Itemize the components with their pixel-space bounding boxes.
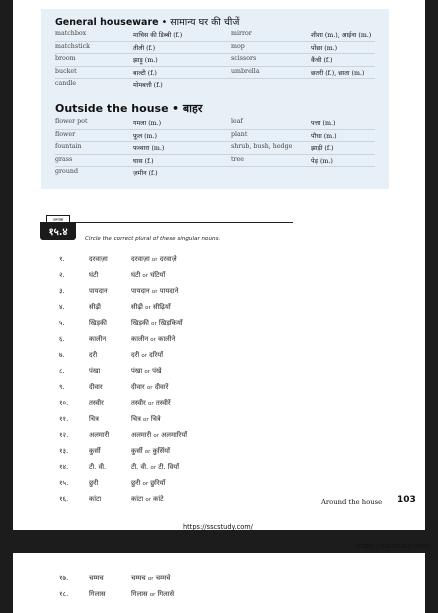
- vocab-english: flower: [55, 130, 76, 138]
- exercise-item: [13, 444, 425, 460]
- vocab-english: umbrella: [231, 67, 260, 75]
- item-singular-word: दरी: [89, 351, 98, 359]
- choice-b[interactable]: छुरियाँ: [150, 479, 166, 487]
- choice-a[interactable]: कांटा: [131, 495, 144, 503]
- item-number: ५.: [59, 319, 65, 327]
- choice-a[interactable]: दरवाज़ा: [131, 255, 150, 263]
- or-word: or: [144, 369, 150, 375]
- vocab-english: broom: [55, 55, 76, 62]
- item-singular-word: चित्र: [89, 415, 99, 423]
- vocab-row: [41, 66, 389, 79]
- item-choices: [131, 366, 162, 375]
- item-singular-word: कुर्सी: [89, 447, 101, 455]
- item-number: १३.: [59, 447, 69, 455]
- choice-a[interactable]: पायदान: [131, 287, 150, 295]
- vocab-row: [41, 28, 389, 41]
- vocab-row: [41, 129, 389, 142]
- exercise-item: [13, 476, 425, 492]
- or-word: or: [153, 433, 159, 439]
- vocab-table-general: [41, 28, 389, 91]
- choice-a[interactable]: तस्वीर: [131, 399, 146, 407]
- choice-a[interactable]: अलमारी: [131, 431, 152, 439]
- vocab-english: matchstick: [55, 42, 90, 50]
- vocab-hindi: फूल (m.): [133, 132, 158, 140]
- choice-a[interactable]: खिड़की: [131, 319, 149, 327]
- watermark-url-right: https://sscstudy.com/: [355, 542, 430, 550]
- vocab-english: shrub, bush, hedge: [231, 143, 293, 150]
- or-word: or: [151, 321, 157, 327]
- item-singular-word: पायदान: [89, 287, 108, 295]
- page-number: 103: [397, 495, 416, 505]
- item-choices: [131, 350, 163, 359]
- item-number: ३.: [59, 287, 65, 295]
- exercise-number: १५.४: [40, 222, 76, 240]
- vocab-hindi: पत्ता (m.): [311, 120, 336, 127]
- exercise-item: [13, 252, 425, 268]
- item-number: ११.: [59, 415, 69, 423]
- next-book-page: [13, 553, 425, 613]
- exercise-item: [13, 396, 425, 412]
- or-word: or: [149, 592, 156, 598]
- or-word: or: [145, 497, 151, 503]
- footer-chapter-title: Around the house: [321, 498, 383, 506]
- exercise-tab-label: अभ्यास: [46, 215, 70, 223]
- item-singular-word: कालीन: [89, 335, 107, 343]
- item-singular-word: कांटा: [89, 495, 102, 503]
- or-word: or: [147, 576, 154, 582]
- item-singular-word: दरवाज़ा: [89, 255, 108, 263]
- item-singular-word: पंखा: [89, 367, 101, 375]
- item-choices: [131, 573, 170, 582]
- item-choices: [131, 318, 183, 327]
- vocab-hindi: पेड़ (m.): [311, 157, 333, 165]
- vocab-english: plant: [231, 130, 248, 138]
- item-singular-word: तस्वीर: [89, 399, 104, 407]
- choice-b[interactable]: दीवारें: [154, 383, 169, 391]
- choice-a[interactable]: पंखा: [131, 367, 143, 375]
- choice-b[interactable]: चित्रे: [150, 415, 161, 423]
- item-singular-word: चम्मच: [89, 574, 104, 582]
- item-choices: [131, 270, 165, 279]
- item-singular-word: दीवार: [89, 383, 103, 391]
- or-word: or: [141, 353, 147, 359]
- item-singular-word: घंटी: [89, 271, 99, 279]
- exercise-rule: [41, 222, 293, 223]
- section-heading-general-houseware: General houseware • सामान्य घर की चीजें: [55, 17, 240, 28]
- vocab-row: [41, 154, 389, 167]
- choice-b[interactable]: चम्मचे: [155, 574, 171, 582]
- vocab-hindi: तीली (f.): [133, 44, 156, 52]
- vocab-hindi: झाड़ू (m.): [133, 57, 158, 64]
- vocab-row: [41, 141, 389, 154]
- vocabulary-box: [41, 9, 389, 189]
- choice-a[interactable]: चम्मच: [131, 574, 146, 582]
- item-singular-word: सीढ़ी: [89, 303, 101, 311]
- exercise-item: [13, 284, 425, 300]
- item-number: १.: [59, 255, 65, 263]
- vocab-hindi: ज़मीन (f.): [133, 170, 158, 177]
- item-singular-word: गिलास: [89, 590, 106, 598]
- or-word: or: [143, 417, 149, 423]
- vocab-english: mirror: [231, 30, 252, 37]
- exercise-item: [13, 300, 425, 316]
- item-number: १०.: [59, 399, 69, 407]
- item-choices: [131, 334, 175, 343]
- or-word: or: [150, 337, 156, 343]
- or-word: or: [144, 449, 151, 455]
- vocab-english: mop: [231, 42, 245, 50]
- item-choices: [131, 286, 178, 295]
- vocab-hindi: बाल्टी (f.): [133, 69, 157, 77]
- choice-b[interactable]: तस्वीरें: [155, 399, 171, 407]
- or-word: or: [151, 289, 158, 295]
- choice-b[interactable]: कुर्सियाँ: [152, 447, 170, 455]
- choice-a[interactable]: कुर्सी: [131, 447, 143, 455]
- vocab-english: candle: [55, 80, 77, 87]
- vocab-english: tree: [231, 155, 244, 163]
- or-word: or: [142, 481, 149, 487]
- or-word: or: [148, 401, 154, 407]
- vocab-hindi: कैंची (f.): [311, 57, 333, 64]
- item-number: २.: [59, 271, 65, 279]
- item-number: ४.: [59, 303, 65, 311]
- vocab-hindi: फव्वारा (m.): [133, 145, 165, 152]
- choice-a[interactable]: घंटी: [131, 271, 141, 279]
- exercise-items-continued: [13, 571, 425, 603]
- exercise-item: [13, 316, 425, 332]
- choice-a[interactable]: दरी: [131, 351, 140, 359]
- item-choices: [131, 446, 170, 455]
- or-word: or: [145, 305, 151, 311]
- item-choices: [131, 494, 164, 503]
- choice-b[interactable]: दरवाज़े: [159, 255, 177, 263]
- vocab-english: flower pot: [55, 118, 88, 125]
- item-choices: [131, 254, 177, 263]
- vocab-english: scissors: [231, 55, 257, 62]
- exercise-item: [13, 268, 425, 284]
- choice-b[interactable]: कांटे: [153, 495, 164, 503]
- exercise-item: [13, 364, 425, 380]
- vocab-hindi: छतरी (f.), छाता (m.): [311, 69, 365, 77]
- exercise-items: [13, 252, 425, 508]
- item-choices: [131, 430, 187, 439]
- choice-b[interactable]: पंखे: [152, 367, 162, 375]
- vocab-hindi: शीशा (m.), आईना (m.): [311, 32, 372, 39]
- exercise-item: [13, 380, 425, 396]
- item-number: १८.: [59, 590, 69, 598]
- item-choices: [131, 478, 165, 487]
- vocab-hindi: पोंछा (m.): [311, 44, 338, 52]
- watermark-url: https://sscstudy.com/: [183, 523, 253, 531]
- exercise-item: [13, 571, 425, 587]
- vocab-english: ground: [55, 168, 78, 175]
- item-number: १२.: [59, 431, 69, 439]
- vocab-table-outside: [41, 116, 389, 179]
- item-choices: [131, 382, 168, 391]
- item-choices: [131, 414, 161, 423]
- choice-b[interactable]: टी. वियाँ: [158, 463, 179, 471]
- choice-b[interactable]: गिलासे: [157, 590, 175, 598]
- or-word: or: [151, 257, 158, 263]
- vocab-hindi: पौधा (m.): [311, 132, 337, 140]
- or-word: or: [142, 273, 149, 279]
- choice-a[interactable]: दीवार: [131, 383, 145, 391]
- exercise-item: [13, 332, 425, 348]
- choice-b[interactable]: घंटियाँ: [150, 271, 166, 279]
- item-number: ८.: [59, 367, 65, 375]
- exercise-item: [13, 587, 425, 603]
- choice-b[interactable]: कालीने: [158, 335, 176, 343]
- vocab-hindi: झाड़ी (f.): [311, 145, 334, 152]
- vocab-english: leaf: [231, 118, 243, 125]
- choice-a[interactable]: कालीन: [131, 335, 149, 343]
- vocab-hindi: माचिस की डिब्बी (f.): [133, 32, 183, 39]
- vocab-english: matchbox: [55, 30, 87, 37]
- item-choices: [131, 462, 179, 471]
- vocab-row: [41, 116, 389, 129]
- vocab-row: [41, 78, 389, 91]
- vocab-row: [41, 41, 389, 54]
- item-number: १५.: [59, 479, 69, 487]
- exercise-item: [13, 348, 425, 364]
- item-singular-word: छुरी: [89, 479, 99, 487]
- item-singular-word: टी. वी.: [89, 463, 107, 471]
- vocab-english: grass: [55, 155, 73, 163]
- exercise-item: [13, 428, 425, 444]
- vocab-english: bucket: [55, 67, 77, 75]
- exercise-item: [13, 412, 425, 428]
- vocab-row: [41, 166, 389, 179]
- item-choices: [131, 398, 171, 407]
- item-choices: [131, 302, 171, 311]
- choice-b[interactable]: दरियाँ: [149, 351, 163, 359]
- choice-b[interactable]: पायदाने: [159, 287, 179, 295]
- section-heading-outside: Outside the house • बाहर: [55, 102, 203, 115]
- item-singular-word: अलमारी: [89, 431, 110, 439]
- item-number: १७.: [59, 574, 69, 582]
- exercise-item: [13, 460, 425, 476]
- choice-a[interactable]: सीढ़ी: [131, 303, 143, 311]
- or-word: or: [150, 465, 157, 471]
- choice-a[interactable]: छुरी: [131, 479, 141, 487]
- vocab-hindi: घास (f.): [133, 157, 154, 165]
- choice-a[interactable]: चित्र: [131, 415, 141, 423]
- or-word: or: [146, 385, 153, 391]
- vocab-hindi: गमला (m.): [133, 120, 162, 127]
- choice-b[interactable]: सीढ़ियाँ: [152, 303, 171, 311]
- item-choices: [131, 589, 174, 598]
- book-page: [13, 0, 425, 530]
- choice-a[interactable]: टी. वी.: [131, 463, 149, 471]
- item-number: ९.: [59, 383, 65, 391]
- choice-b[interactable]: खिड़कियाँ: [158, 319, 183, 327]
- item-singular-word: खिड़की: [89, 319, 107, 327]
- exercise-instruction: Circle the correct plural of these singular nouns.: [85, 236, 221, 242]
- item-number: ६.: [59, 335, 65, 343]
- vocab-english: fountain: [55, 143, 82, 150]
- choice-a[interactable]: गिलास: [131, 590, 148, 598]
- item-number: ७.: [59, 351, 65, 359]
- item-number: १६.: [59, 495, 69, 503]
- vocab-row: [41, 53, 389, 66]
- item-number: १४.: [59, 463, 69, 471]
- choice-b[interactable]: अलमारियाँ: [161, 431, 188, 439]
- vocab-hindi: मोमबत्ती (f.): [133, 82, 163, 89]
